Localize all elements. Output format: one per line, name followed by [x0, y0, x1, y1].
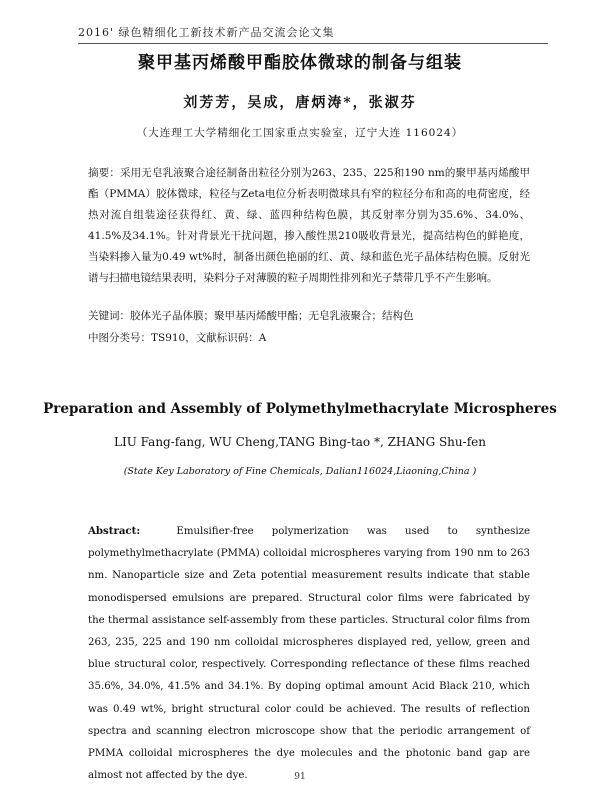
abstract-chinese-label: 摘要： — [88, 167, 120, 179]
authors-chinese: 刘芳芳，吴成，唐炳涛*，张淑芬 — [183, 95, 417, 111]
authors-english: LIU Fang-fang, WU Cheng,TANG Bing-tao *, ZHANG Shu-fen — [114, 435, 486, 449]
affiliation-english: (State Key Laboratory of Fine Chemicals, Dalian116024,Liaoning,China ) — [123, 466, 477, 477]
abstract-chinese — [88, 163, 530, 289]
affiliation-chinese: （大连理工大学精细化工国家重点实验室，辽宁大连 116024） — [136, 127, 464, 139]
keywords-chinese — [88, 308, 414, 323]
keywords-chinese-label: 关键词： — [88, 310, 130, 322]
keywords-chinese-body: 胶体光子晶体膜；聚甲基丙烯酸甲酯；无皂乳液聚合；结构色 — [130, 310, 414, 322]
classification-chinese — [88, 330, 266, 345]
abstract-english-label: Abstract: — [88, 525, 141, 537]
abstract-english — [88, 520, 530, 787]
abstract-english-body: Emulsifier-free polymerization was used to synthesize polymethylmethacrylate (PMMA) colloidal microspheres varying from 190 nm to 263 nm. Nanoparticle size and Zeta potential measurement results indicate that stable monodispersed emulsions are prepared. Structural color films were fabricated by the thermal assistance self-assembly from these particles. Structural color films from 263, 235, 225 and 190 nm colloidal microspheres displayed red, yellow, green and blue structural color, respectively. Corresponding reflectance of these films reached 35.6%, 34.0%, 41.5% and 34.1%. By doping optimal amount Acid Black 210, which was 0.49 wt%, bright structural color could be achieved. The results of reflection spectra and scanning electron microscope show that the periodic arrangement of PMMA colloidal microspheres the dye molecules and the photonic band gap are almost not affected by the dye. — [88, 526, 530, 782]
title-chinese: 聚甲基丙烯酸甲酯胶体微球的制备与组装 — [138, 53, 462, 73]
title-english: Preparation and Assembly of Polymethylmethacrylate Microspheres — [43, 401, 557, 417]
page-number: 91 — [294, 772, 306, 782]
abstract-chinese-body: 采用无皂乳液聚合途径制备出粒径分别为263、235、225和190 nm的聚甲基丙烯酸甲酯（PMMA）胶体微球，粒径与Zeta电位分析表明微球具有窄的粒径分布和高的电荷密度，经热对流自组装途径获得红、黄、绿、蓝四种结构色膜，其反射率分别为35.6%、34.0%、41.5%及34.1%。针对背景光干扰问题，掺入酸性黑210吸收背景光，提高结构色的鲜艳度，当染料掺入量为0.49 wt%时，制备出颜色艳丽的红、黄、绿和蓝色光子晶体结构色膜。反射光谱与扫描电镜结果表明，染料分子对薄膜的粒子周期性排列和光子禁带几乎不产生影响。 — [88, 167, 530, 284]
classification-body: TS910，文献标识码：A — [151, 332, 267, 344]
classification-label: 中图分类号： — [88, 332, 151, 344]
running-header: 2016' 绿色精细化工新技术新产品交流会论文集 — [78, 24, 548, 44]
